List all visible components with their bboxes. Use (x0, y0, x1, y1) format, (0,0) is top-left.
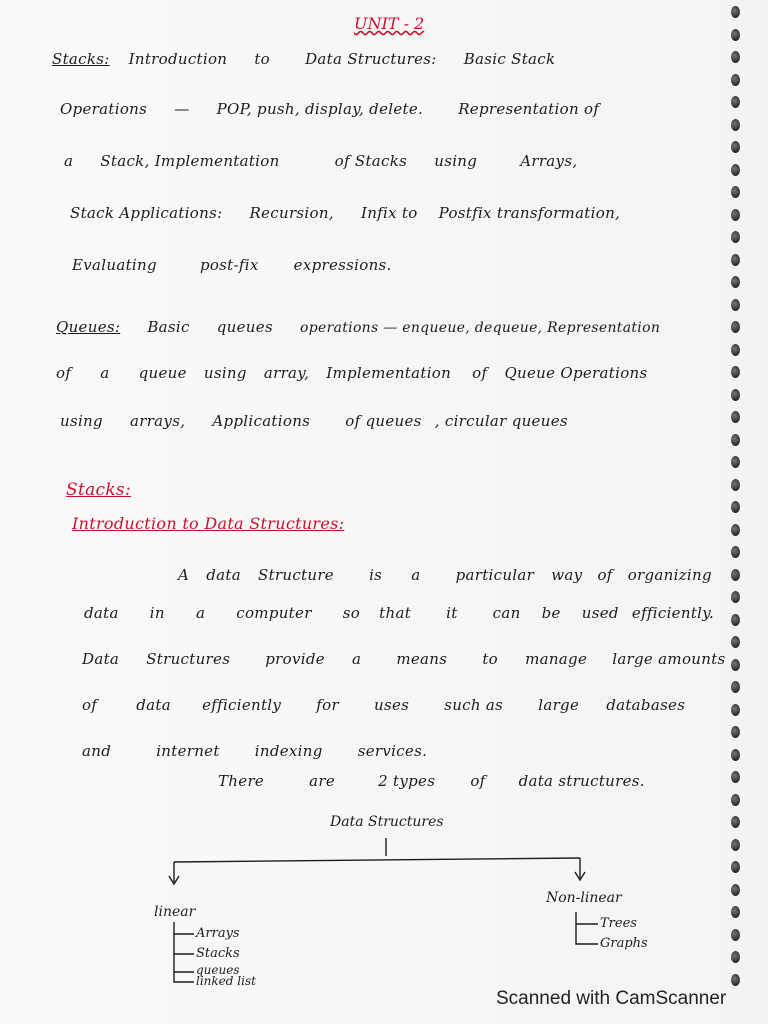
spiral-ring (731, 29, 740, 41)
word: be (541, 604, 561, 622)
spiral-ring (731, 726, 740, 738)
spiral-ring (731, 501, 740, 513)
spiral-ring (731, 861, 740, 873)
word: , circular queues (434, 412, 568, 430)
word: to (254, 50, 271, 68)
word: of (472, 364, 488, 382)
word: Stack, Implementation (100, 152, 280, 170)
word: Introduction (128, 50, 228, 68)
paragraph-line-2 (84, 604, 736, 622)
word: data structures. (518, 772, 645, 790)
linear-label: linear (154, 904, 196, 920)
queues-connector (174, 954, 194, 972)
word: Recursion, (249, 204, 334, 222)
word: can (492, 604, 521, 622)
spiral-ring (731, 96, 740, 108)
linked-list-connector (174, 972, 194, 982)
spiral-ring (731, 389, 740, 401)
word: way (551, 566, 583, 584)
word: provide (265, 650, 325, 668)
stacks-heading: Stacks: (52, 50, 110, 68)
queues-syllabus-line-2 (56, 364, 669, 382)
linear-item-arrays: Arrays (196, 926, 240, 941)
paragraph-line-3 (82, 650, 748, 668)
word: large amounts (612, 650, 726, 668)
word: Representation of (458, 100, 600, 118)
word: queues (216, 318, 273, 336)
word: particular (455, 566, 535, 584)
word: internet (156, 742, 220, 760)
spiral-ring (731, 951, 740, 963)
word: a (195, 604, 206, 622)
word: databases (606, 696, 686, 714)
branch-bar (174, 858, 580, 862)
word: are (309, 772, 336, 790)
spiral-ring (731, 749, 740, 761)
word: Data Structures: (305, 50, 437, 68)
spiral-ring (731, 974, 740, 986)
word: operations — enqueue, dequeue, Representation (300, 320, 661, 336)
linear-item-stacks: Stacks (196, 946, 240, 961)
word: using (434, 152, 478, 170)
spiral-ring (731, 186, 740, 198)
spiral-ring (731, 276, 740, 288)
paragraph-line-4 (82, 696, 707, 714)
word: of (82, 696, 98, 714)
word: efficiently (202, 696, 282, 714)
stacks-connector (174, 934, 194, 954)
spiral-ring (731, 434, 740, 446)
nonlinear-label: Non-linear (546, 890, 622, 906)
word: — (174, 100, 190, 118)
word: in (149, 604, 165, 622)
word: Applications (212, 412, 311, 430)
word: of queues (345, 412, 422, 430)
word: Postfix transformation, (438, 204, 621, 222)
word: queue (138, 364, 187, 382)
spiral-ring (731, 411, 740, 423)
word: of Stacks (334, 152, 408, 170)
word: data (136, 696, 171, 714)
spiral-ring (731, 884, 740, 896)
spiral-ring (731, 141, 740, 153)
word: arrays, (130, 412, 186, 430)
spiral-ring (731, 704, 740, 716)
spiral-ring (731, 839, 740, 851)
word: Evaluating (72, 256, 157, 274)
spiral-ring (731, 366, 740, 378)
word: indexing (254, 742, 323, 760)
section-subheading: Introduction to Data Structures: (72, 514, 345, 533)
unit-title: UNIT - 2 (354, 14, 425, 33)
spiral-ring (731, 636, 740, 648)
data-structures-tree (150, 810, 710, 990)
word: Basic Stack (463, 50, 556, 68)
root-label: Data Structures (330, 814, 444, 830)
paragraph-line-1 (178, 566, 734, 584)
spiral-ring (731, 456, 740, 468)
word: for (316, 696, 339, 714)
linear-item-queues: queues (196, 963, 240, 977)
spiral-ring (731, 231, 740, 243)
spiral-ring (731, 906, 740, 918)
queues-heading: Queues: (56, 318, 121, 336)
word: Stack Applications: (70, 204, 223, 222)
word: services. (357, 742, 428, 760)
word: of (597, 566, 613, 584)
word: There (218, 772, 265, 790)
word: efficiently. (631, 604, 715, 622)
spiral-ring (731, 254, 740, 266)
paragraph-line-5 (82, 742, 449, 760)
scanner-watermark: Scanned with CamScanner (496, 988, 727, 1009)
word: of (470, 772, 486, 790)
queues-syllabus-line-3 (60, 412, 590, 430)
spiral-ring (731, 209, 740, 221)
spiral-ring (731, 591, 740, 603)
spiral-ring (731, 321, 740, 333)
spiral-ring (731, 546, 740, 558)
spiral-ring (731, 119, 740, 131)
word: Arrays, (520, 152, 578, 170)
word: Structure (258, 566, 334, 584)
word: to (482, 650, 498, 668)
word: means (396, 650, 448, 668)
word: expressions. (293, 256, 392, 274)
spiral-ring (731, 771, 740, 783)
spiral-ring (731, 344, 740, 356)
spiral-ring (731, 164, 740, 176)
word: data (206, 566, 241, 584)
word: a (352, 650, 362, 668)
spiral-ring (731, 524, 740, 536)
word: Infix to (360, 204, 418, 222)
word: and (82, 742, 112, 760)
stacks-syllabus-line-3 (64, 152, 599, 170)
word: large (538, 696, 580, 714)
word: used (581, 604, 619, 622)
word: Structures (146, 650, 231, 668)
word: so (342, 604, 361, 622)
graphs-connector (576, 924, 598, 944)
word: using (60, 412, 103, 430)
word: 2 types (378, 772, 436, 790)
word: a (100, 364, 110, 382)
word: organizing (627, 566, 712, 584)
word: it (446, 604, 458, 622)
word: manage (525, 650, 588, 668)
word: a (64, 152, 74, 170)
word: post-fix (199, 256, 259, 274)
spiral-ring (731, 794, 740, 806)
nonlinear-item-trees: Trees (600, 916, 637, 931)
word: Basic (147, 318, 190, 336)
stacks-syllabus-line-1 (52, 50, 577, 68)
word: Operations (60, 100, 148, 118)
spiral-ring (731, 929, 740, 941)
word: data (84, 604, 119, 622)
word: that (379, 604, 412, 622)
word: using (203, 364, 247, 382)
word: uses (374, 696, 410, 714)
word: array, (263, 364, 310, 382)
section-heading: Stacks: (66, 480, 131, 500)
word: Data (82, 650, 120, 668)
stacks-syllabus-line-4 (70, 204, 642, 222)
types-line (218, 772, 667, 790)
stacks-syllabus-line-5 (72, 256, 414, 274)
word: computer (236, 604, 312, 622)
spiral-binding (718, 0, 768, 990)
word: such as (444, 696, 504, 714)
spiral-ring (731, 299, 740, 311)
linear-item-linked-list: linked list (196, 974, 256, 988)
stacks-syllabus-line-2 (60, 100, 621, 118)
word: a (411, 566, 421, 584)
word: A (178, 566, 190, 584)
queues-syllabus-line-1 (56, 318, 682, 336)
word: POP, push, display, delete. (216, 100, 424, 118)
trees-connector (576, 912, 598, 924)
word: is (369, 566, 383, 584)
nonlinear-item-graphs: Graphs (600, 936, 648, 951)
word: of (56, 364, 72, 382)
spiral-ring (731, 479, 740, 491)
spiral-ring (731, 681, 740, 693)
spiral-ring (731, 51, 740, 63)
spiral-ring (731, 816, 740, 828)
word: Implementation (326, 364, 452, 382)
spiral-ring (731, 74, 740, 86)
arrays-connector (174, 922, 194, 934)
word: Queue Operations (504, 364, 648, 382)
spiral-ring (731, 6, 740, 18)
